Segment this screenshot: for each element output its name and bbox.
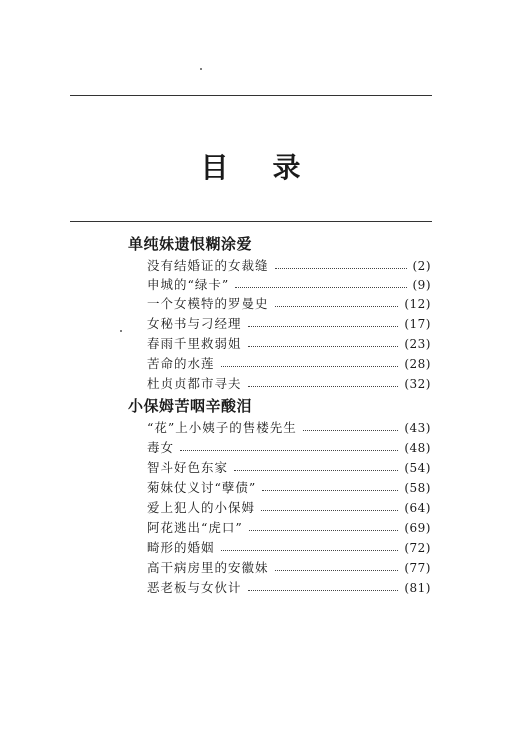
entry-title: 杜贞贞都市寻夫 [147, 376, 242, 391]
entry-title: 阿花逃出“虎口” [147, 520, 243, 535]
toc-entry [147, 418, 431, 438]
toc-entry [147, 334, 431, 354]
dot-leader [261, 509, 398, 511]
dot-leader [248, 385, 399, 387]
entry-page: (9) [412, 278, 431, 292]
toc-entry [147, 374, 431, 394]
toc-entry [147, 558, 431, 578]
dot-leader [234, 469, 398, 471]
scan-speck [200, 68, 202, 70]
toc-entry [147, 518, 431, 538]
entry-title: 苦命的水莲 [147, 356, 215, 371]
section-heading: 单纯妹遗恨糊涂爱 [128, 235, 253, 253]
toc-entry [147, 438, 431, 458]
entry-title: 女秘书与刁经理 [147, 316, 242, 331]
entry-page: (81) [404, 581, 431, 595]
entry-title: 恶老板与女伙计 [147, 580, 242, 595]
toc-entry [147, 294, 431, 314]
entry-title: 高干病房里的安徽妹 [147, 560, 269, 575]
entry-title: 没有结婚证的女裁缝 [147, 258, 269, 273]
entry-page: (43) [404, 421, 431, 435]
section-heading: 小保姆苦咽辛酸泪 [128, 397, 253, 415]
dot-leader [235, 286, 406, 288]
dot-leader [275, 569, 399, 571]
entry-page: (77) [404, 561, 431, 575]
toc-entry [147, 498, 431, 518]
entry-page: (32) [404, 377, 431, 391]
entry-page: (58) [404, 481, 431, 495]
dot-leader [221, 365, 399, 367]
page-title [0, 146, 505, 186]
dot-leader [275, 305, 399, 307]
top-rule [70, 95, 432, 96]
toc-entry [147, 458, 431, 478]
toc-entry [147, 256, 431, 276]
entry-title: 一个女模特的罗曼史 [147, 296, 269, 311]
entry-page: (28) [404, 357, 431, 371]
entry-page: (64) [404, 501, 431, 515]
entry-title: 智斗好色东家 [147, 460, 229, 475]
title-rule [70, 221, 432, 222]
entry-title: 申城的“绿卡” [147, 277, 230, 292]
toc-entry [147, 314, 431, 334]
entry-page: (17) [404, 317, 431, 331]
toc-entry [147, 478, 431, 498]
entry-page: (48) [404, 441, 431, 455]
dot-leader [303, 429, 399, 431]
entry-title: 春雨千里救弱姐 [147, 336, 242, 351]
toc-entry [147, 538, 431, 558]
entry-page: (2) [412, 259, 431, 273]
dot-leader [221, 549, 399, 551]
toc-entry [147, 275, 431, 295]
entry-title: 菊妹仗义讨“孽债” [147, 480, 257, 495]
entry-title: 畸形的婚姻 [147, 540, 215, 555]
dot-leader [248, 589, 399, 591]
dot-leader [262, 489, 398, 491]
toc-entry [147, 578, 431, 598]
dot-leader [275, 267, 407, 269]
title-char: 录 [272, 151, 305, 184]
scan-speck [120, 330, 122, 332]
toc-entry [147, 354, 431, 374]
title-char: 目 [200, 151, 233, 184]
entry-title: 毒女 [147, 440, 175, 455]
entry-title: 爱上犯人的小保姆 [147, 500, 256, 515]
entry-page: (12) [404, 297, 431, 311]
dot-leader [248, 345, 399, 347]
entry-page: (72) [404, 541, 431, 555]
entry-page: (23) [404, 337, 431, 351]
dot-leader [180, 449, 398, 451]
dot-leader [249, 529, 399, 531]
dot-leader [248, 325, 399, 327]
entry-page: (69) [404, 521, 431, 535]
entry-page: (54) [404, 461, 431, 475]
entry-title: “花”上小姨子的售楼先生 [147, 420, 297, 435]
